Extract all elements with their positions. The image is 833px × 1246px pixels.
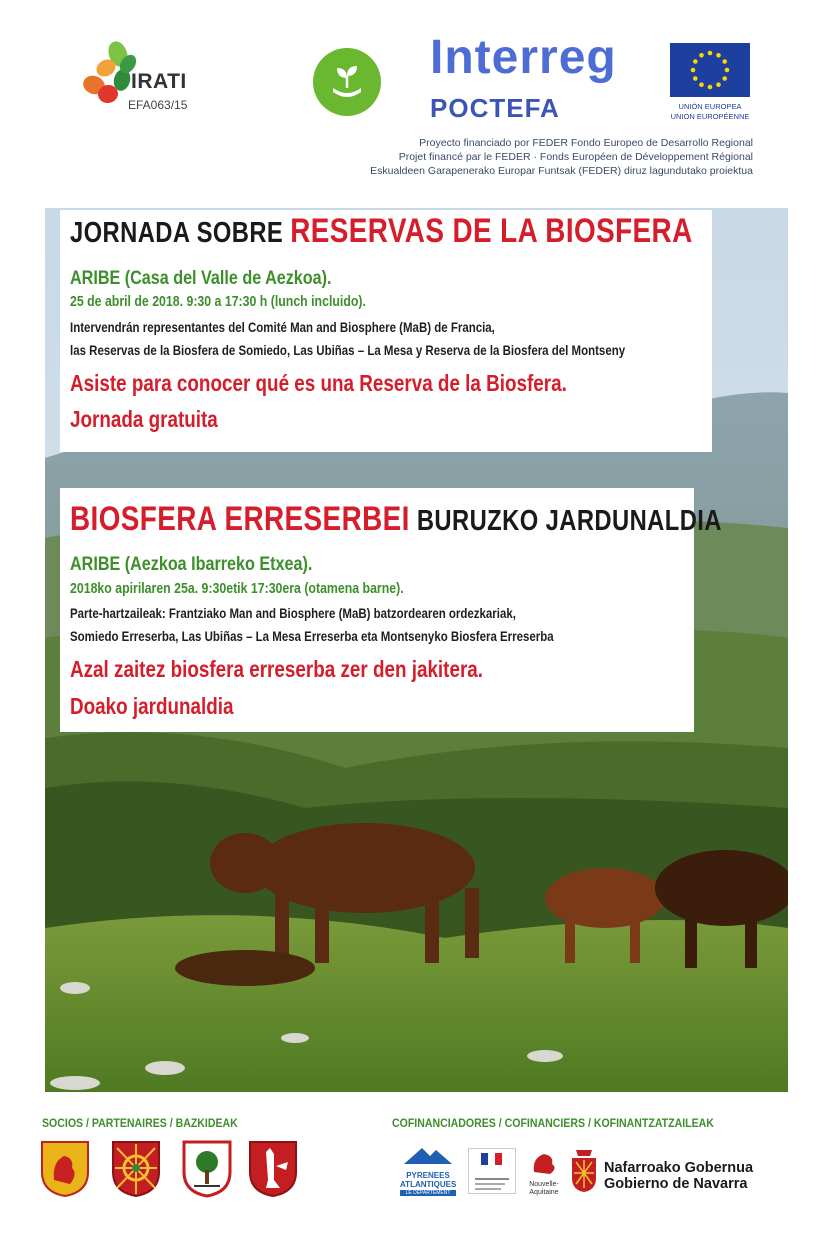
lion-icon: [524, 1150, 564, 1176]
cofinanciers-label: COFINANCIADORES / COFINANCIERS / KOFINANTZATZAILEAK: [392, 1116, 714, 1130]
eu-star: [716, 53, 721, 58]
eu-star: [725, 68, 730, 73]
basque-speakers-line1: Parte-hartzaileak: Frantziako Man and Biosphere (MaB) batzordearen ordezkariak,: [70, 605, 516, 621]
eu-star: [699, 82, 704, 87]
nouvelle-aquitaine-label: Nouvelle-Aquitaine: [529, 1181, 559, 1196]
eu-label: [662, 102, 758, 122]
spanish-title-prefix: JORNADA SOBRE: [70, 217, 291, 249]
eu-star: [716, 82, 721, 87]
pyrenees-line2: ATLANTIQUES: [400, 1180, 457, 1189]
pyrenees-line3: LE DÉPARTEMENT: [400, 1190, 456, 1196]
eu-label-fr: UNION EUROPÉENNE: [670, 112, 750, 121]
irati-name: IRATI: [131, 70, 187, 93]
basque-venue: ARIBE (Aezkoa Ibarreko Etxea).: [70, 554, 313, 575]
eu-flag-icon: [670, 43, 750, 97]
poctefa-subtitle: POCTEFA: [430, 93, 560, 123]
basque-date: 2018ko apirilaren 25a. 9:30etik 17:30era (otamena barne).: [70, 581, 404, 597]
funding-line-eu: Eskualdeen Garapenerako Europar Funtsak (FEDER) diruz lagundutako proiektua: [370, 165, 753, 177]
basque-announcement: [60, 488, 722, 732]
eu-star: [693, 76, 698, 81]
pyrenees-atlantiques-logo: [400, 1144, 456, 1196]
spanish-title: [70, 212, 693, 251]
funding-notice: [370, 136, 753, 178]
shield-icon-tree: [182, 1140, 232, 1198]
navarra-line-es: Gobierno de Navarra: [604, 1176, 748, 1192]
plant-in-hand-icon: [313, 48, 381, 116]
shield-icon-lion: [40, 1140, 90, 1198]
funding-line-es: Proyecto financiado por FEDER Fondo Europeo de Desarrollo Regional: [419, 137, 753, 149]
spanish-title-main: RESERVAS DE LA BIOSFERA: [290, 212, 693, 250]
eu-star: [722, 76, 727, 81]
spanish-date: 25 de abril de 2018. 9:30 a 17:30 h (lunch incluido).: [70, 294, 366, 310]
mountain-icon: [400, 1144, 456, 1166]
spanish-free: Jornada gratuita: [70, 406, 218, 432]
spanish-cta: Asiste para conocer qué es una Reserva de la Biosfera.: [70, 370, 567, 396]
pyrenees-line1: PYRENEES: [406, 1171, 450, 1180]
basque-title-main: BIOSFERA ERRESERBEI: [70, 500, 410, 538]
basque-free: Doako jardunaldia: [70, 693, 234, 719]
basque-title-suffix: BURUZKO JARDUNALDIA: [409, 505, 722, 537]
nouvelle-aquitaine-logo: [524, 1150, 564, 1194]
navarra-line-eu: Nafarroako Gobernua: [604, 1160, 754, 1176]
eu-star: [722, 59, 727, 64]
irati-project-code: EFA063/15: [128, 98, 188, 112]
spanish-speakers-line1: Intervendrán representantes del Comité Man and Biosphere (MaB) de Francia,: [70, 319, 495, 335]
spanish-speakers-line2: las Reservas de la Biosfera de Somiedo, Las Ubiñas – La Mesa y Reserva de la Biosfera del Montseny: [70, 342, 626, 358]
eu-star: [699, 53, 704, 58]
navarra-government-label: [604, 1160, 753, 1192]
spanish-venue: ARIBE (Casa del Valle de Aezkoa).: [70, 268, 332, 289]
shield-icon-chains: [111, 1140, 161, 1198]
basque-cta: Azal zaitez biosfera erreserba zer den jakitera.: [70, 656, 484, 682]
eu-star: [693, 59, 698, 64]
interreg-title: Interreg: [430, 31, 617, 84]
french-republic-logo: [468, 1148, 516, 1194]
partners-label: SOCIOS / PARTENAIRES / BAZKIDEAK: [42, 1116, 238, 1130]
basque-title: [70, 500, 722, 539]
basque-speakers-line2: Somiedo Erreserba, Las Ubiñas – La Mesa Erreserba eta Montsenyko Biosfera Erreserba: [70, 628, 554, 644]
eu-label-es: UNIÓN EUROPEA: [678, 102, 742, 111]
eu-star: [708, 85, 713, 90]
shield-icon-dog: [248, 1140, 298, 1198]
funding-line-fr: Projet financé par le FEDER · Fonds Européen de Développement Régional: [398, 151, 753, 163]
eu-star: [691, 68, 696, 73]
eu-star: [708, 51, 713, 56]
spanish-announcement: [60, 210, 712, 452]
navarra-coat-of-arms-icon: [570, 1148, 598, 1194]
